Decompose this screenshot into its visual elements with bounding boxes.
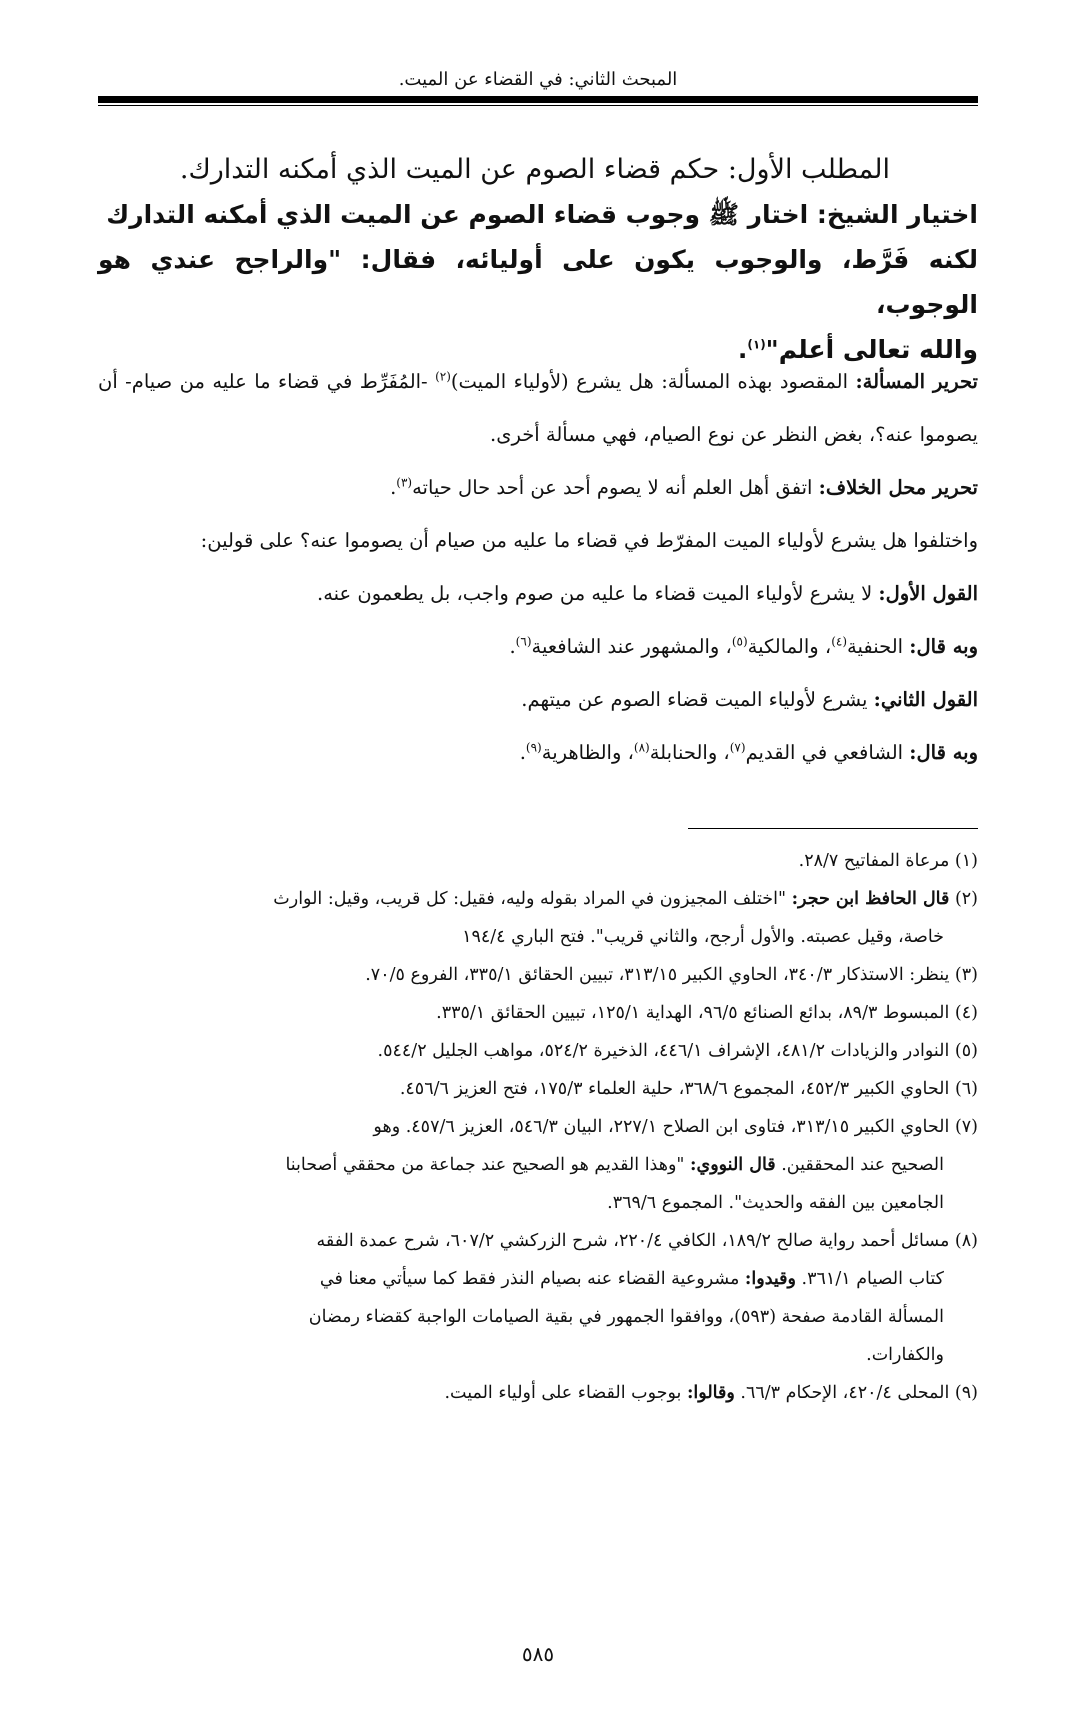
- text: لا يشرع لأولياء الميت قضاء ما عليه من صوم واجب، بل يطعمون عنه.: [317, 582, 879, 605]
- paragraph-dispute: [98, 461, 978, 514]
- footnote-ref: (٥): [731, 634, 748, 649]
- footnote-ref: (١): [747, 337, 766, 352]
- text: يشرع لأولياء الميت قضاء الصوم عن ميتهم.: [521, 688, 874, 711]
- footnote-ref: (٣): [396, 475, 413, 490]
- label: تحرير محل الخلاف:: [818, 476, 978, 499]
- paragraph-disagreement: واختلفوا هل يشرع لأولياء الميت المفرّط في قضاء ما عليه من صيام أن يصوموا عنه؟ على قولين:: [200, 529, 978, 552]
- fn-text: والكفارات.: [866, 1345, 944, 1365]
- text: ، والمشهور عند الشافعية: [531, 635, 732, 658]
- fn-num: (٢): [949, 889, 978, 909]
- footnotes: [98, 842, 978, 1412]
- text: ، والمالكية: [747, 635, 832, 658]
- section-title: المطلب الأول: حكم قضاء الصوم عن الميت الذي أمكنه التدارك.: [179, 154, 890, 185]
- fn-text: (٩) المحلى ٤٢٠/٤، الإحكام ٦٦/٣.: [734, 1383, 978, 1403]
- text: اتفق أهل العلم أنه لا يصوم أحد عن أحد حال حياته: [412, 476, 819, 499]
- fn-label: قال النووي:: [690, 1155, 776, 1175]
- fn-text: الجامعين بين الفقه والحديث". المجموع ٣٦٩/٦.: [607, 1193, 944, 1213]
- choice-line-3-text: والله تعالى أعلم": [765, 335, 978, 364]
- body-text: [98, 355, 978, 779]
- book-page: [98, 0, 978, 1726]
- footnote-ref: (٤): [831, 634, 848, 649]
- footnote-7: [98, 1108, 978, 1222]
- header-rule: [98, 96, 978, 103]
- fn-text: خاصة، وقيل عصبته. والأول أرجح، والثاني قريب". فتح الباري ١٩٤/٤: [462, 927, 944, 947]
- footnote-5: (٥) النوادر والزيادات ٤٨١/٢، الإشراف ٤٤٦/١، الذخيرة ٥٢٤/٢، مواهب الجليل ٥٤٤/٢.: [377, 1041, 978, 1061]
- footnote-ref: (٧): [729, 740, 746, 755]
- label: القول الأول:: [878, 582, 978, 605]
- paragraph-issue: [98, 355, 978, 461]
- text: -المُفَرِّط في قضاء ما عليه من صيام- أن يصوموا عنه؟، بغض النظر عن نوع الصيام، فهي مسألة أخرى.: [98, 370, 978, 446]
- text: الشافعي في القديم: [745, 741, 910, 764]
- choice-end: .: [737, 335, 748, 364]
- fn-label: وقالوا:: [686, 1383, 735, 1403]
- text: المقصود بهذه المسألة: هل يشرع (لأولياء الميت): [450, 370, 856, 393]
- fn-text: (٨) مسائل أحمد رواية صالح ١٨٩/٢، الكافي ٢٢٠/٤، شرح الزركشي ٦٠٧/٢، شرح عمدة الفقه: [316, 1231, 978, 1251]
- running-header: المبحث الثاني: في القضاء عن الميت.: [398, 69, 678, 90]
- choice-line-2: لكنه فَرَّط، والوجوب يكون على أوليائه، فقال: "والراجح عندي هو الوجوب،: [98, 245, 978, 319]
- footnote-6: (٦) الحاوي الكبير ٤٥٢/٣، المجموع ٣٦٨/٦، حلية العلماء ١٧٥/٣، فتح العزيز ٤٥٦/٦.: [399, 1079, 978, 1099]
- fn-text: (٧) الحاوي الكبير ٣١٣/١٥، فتاوى ابن الصلاح ٢٢٧/١، البيان ٥٤٦/٣، العزيز ٤٥٧/٦. وهو: [373, 1117, 978, 1137]
- label: وبه قال:: [909, 635, 978, 658]
- footnote-3: (٣) ينظر: الاستذكار ٣٤٠/٣، الحاوي الكبير ٣١٣/١٥، تبيين الحقائق ٣٣٥/١، الفروع ٧٠/٥.: [365, 965, 978, 985]
- fn-text: "اختلف المجيزون في المراد بقوله وليه، فقيل: كل قريب، وقيل: الوارث: [273, 889, 792, 909]
- footnote-ref: (٩): [525, 740, 542, 755]
- label: تحرير المسألة:: [855, 370, 978, 393]
- fn-label: قال الحافظ ابن حجر:: [791, 889, 950, 909]
- fn-text: الصحيح عند المحققين.: [775, 1155, 944, 1175]
- fn-continuation: [98, 1260, 978, 1298]
- footnote-8: [98, 1222, 978, 1374]
- fn-text: مشروعية القضاء عنه بصيام النذر فقط كما سيأتي معنا في: [319, 1269, 745, 1289]
- footnote-1: (١) مرعاة المفاتيح ٢٨/٧.: [798, 851, 978, 871]
- text: ، والظاهرية: [541, 741, 634, 764]
- text: ، والحنابلة: [649, 741, 730, 764]
- footnote-2: [98, 880, 978, 956]
- footnote-9: [98, 1374, 978, 1412]
- text: الحنفية: [847, 635, 910, 658]
- paragraph-second-holders: [98, 726, 978, 779]
- text: .: [519, 741, 526, 764]
- fn-label: وقيدوا:: [744, 1269, 796, 1289]
- fn-text: كتاب الصيام ٣٦١/١.: [795, 1269, 944, 1289]
- fn-text: "وهذا القديم هو الصحيح عند جماعة من محققي أصحابنا: [285, 1155, 691, 1175]
- fn-continuation: [98, 1146, 978, 1184]
- footnote-ref: (٦): [515, 634, 532, 649]
- footnote-4: (٤) المبسوط ٨٩/٣، بدائع الصنائع ٩٦/٥، الهداية ١٢٥/١، تبيين الحقائق ٣٣٥/١.: [436, 1003, 978, 1023]
- fn-text: بوجوب القضاء على أولياء الميت.: [444, 1383, 687, 1403]
- footnote-rule: [688, 828, 978, 829]
- footnote-ref: (٢): [435, 369, 451, 384]
- header-rule-thin: [98, 105, 978, 106]
- label: القول الثاني:: [873, 688, 978, 711]
- text: .: [509, 635, 516, 658]
- paragraph-first-opinion: [98, 567, 978, 620]
- paragraph-first-holders: [98, 620, 978, 673]
- footnote-ref: (٨): [633, 740, 650, 755]
- sheikh-choice: [98, 192, 978, 372]
- label: وبه قال:: [909, 741, 978, 764]
- choice-line-1: اختيار الشيخ: اختار ﷺ وجوب قضاء الصوم عن الميت الذي أمكنه التدارك: [106, 200, 978, 229]
- fn-text: المسألة القادمة صفحة (٥٩٣)، ووافقوا الجمهور في بقية الصيامات الواجبة كقضاء رمضان: [308, 1307, 944, 1327]
- text: .: [390, 476, 397, 499]
- page-number: ٥٨٥: [521, 1642, 555, 1666]
- paragraph-second-opinion: [98, 673, 978, 726]
